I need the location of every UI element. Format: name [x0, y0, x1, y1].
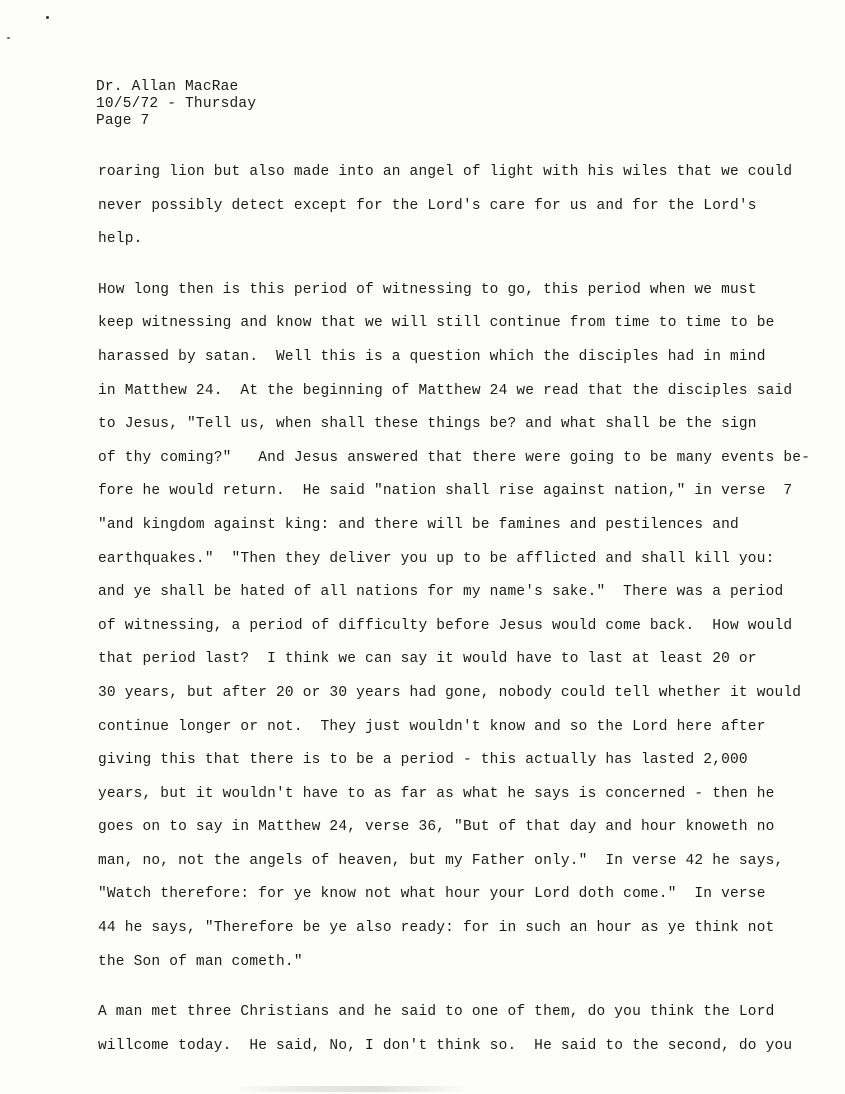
author-name: Dr. Allan MacRae [96, 79, 239, 95]
date-line: 10/5/72 - Thursday [96, 96, 257, 112]
paragraph [98, 1002, 793, 1069]
text-line: help. [98, 231, 143, 248]
document-body [98, 162, 811, 1069]
text-line: of thy coming?" And Jesus answered that there were going to be many events be- [98, 449, 811, 466]
text-line: How long then is this period of witnessing to go, this period when we must [98, 281, 757, 298]
paper-speck [7, 37, 10, 39]
paragraph [98, 280, 811, 985]
paper-speck [46, 16, 49, 19]
paragraph-gap [98, 985, 788, 1002]
text-line: fore he would return. He said "nation shall rise against nation," in verse 7 [98, 483, 793, 500]
paragraph [98, 162, 793, 263]
text-line: "Watch therefore: for ye know not what hour your Lord doth come." In verse [98, 886, 766, 903]
text-line: never possibly detect except for the Lord's care for us and for the Lord's [98, 197, 757, 214]
text-line: in Matthew 24. At the beginning of Matthew 24 we read that the disciples said [98, 382, 793, 399]
text-line: harassed by satan. Well this is a question which the disciples had in mind [98, 348, 766, 365]
text-line: A man met three Christians and he said to one of them, do you think the Lord [98, 1004, 775, 1021]
page-number: Page 7 [96, 113, 150, 129]
text-line: earthquakes." "Then they deliver you up to be afflicted and shall kill you: [98, 550, 775, 567]
document-header [96, 79, 256, 130]
text-line: giving this that there is to be a period - this actually has lasted 2,000 [98, 752, 748, 769]
text-line: man, no, not the angels of heaven, but my Father only." In verse 42 he says, [98, 852, 784, 869]
text-line: "and kingdom against king: and there will be famines and pestilences and [98, 516, 739, 533]
text-line: 44 he says, "Therefore be ye also ready: for in such an hour as ye think not [98, 920, 775, 937]
text-line: to Jesus, "Tell us, when shall these things be? and what shall be the sign [98, 416, 757, 433]
scan-smudge [230, 1086, 470, 1092]
text-line: years, but it wouldn't have to as far as what he says is concerned - then he [98, 785, 775, 802]
text-line: continue longer or not. They just wouldn't know and so the Lord here after [98, 718, 766, 735]
text-line: 30 years, but after 20 or 30 years had gone, nobody could tell whether it would [98, 684, 802, 701]
text-line: keep witnessing and know that we will still continue from time to time to be [98, 315, 775, 332]
text-line: goes on to say in Matthew 24, verse 36, "But of that day and hour knoweth no [98, 819, 775, 836]
paragraph-gap [98, 263, 788, 280]
text-line: and ye shall be hated of all nations for my name's sake." There was a period [98, 584, 784, 601]
text-line: of witnessing, a period of difficulty before Jesus would come back. How would [98, 617, 793, 634]
text-line: the Son of man cometh." [98, 953, 303, 970]
text-line: willcome today. He said, No, I don't think so. He said to the second, do you [98, 1037, 793, 1054]
text-line: that period last? I think we can say it would have to last at least 20 or [98, 651, 757, 668]
text-line: roaring lion but also made into an angel of light with his wiles that we could [98, 164, 793, 180]
